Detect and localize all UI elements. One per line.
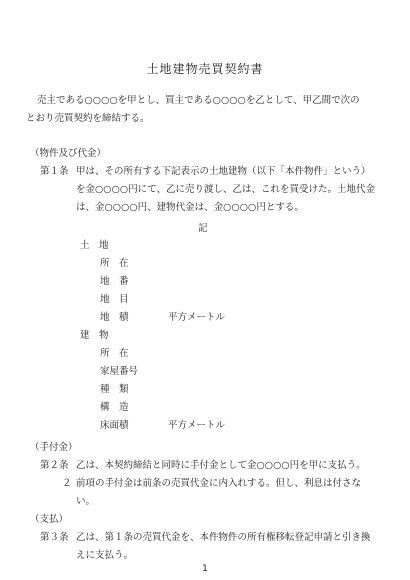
document-title: 土地建物売買契約書	[146, 62, 264, 76]
ki-marker: 記	[198, 223, 208, 234]
section-heading-property: （物件及び代金）	[30, 148, 107, 159]
land-area-label: 地 積	[100, 312, 129, 323]
article-3-line-1: 乙は、第１条の売買代金を、本件物件の所有権移転登記申請と引き換	[76, 532, 371, 543]
article-3-label: 第３条	[40, 532, 69, 543]
building-floor-area-unit: 平方メートル	[168, 420, 226, 431]
land-location-label: 所 在	[100, 258, 129, 269]
page-number: 1	[202, 564, 208, 574]
land-category-label: 地 目	[100, 294, 129, 305]
land-area-unit: 平方メートル	[168, 312, 226, 323]
preamble-line-2: とおり売買契約を締結する。	[26, 113, 150, 124]
building-location-label: 所 在	[100, 348, 129, 359]
article-1-line-2: を金○○○○円にて、乙に売り渡し、乙は、これを買受けた。土地代金	[76, 184, 375, 195]
article-1-line-1: 甲は、その所有する下記表示の土地建物（以下「本件物件」という）	[76, 166, 371, 177]
building-type-label: 種 類	[100, 384, 129, 395]
article-3-line-2: えに支払う。	[76, 550, 134, 561]
article-2-label: 第２条	[40, 460, 69, 471]
building-label: 建 物	[80, 330, 109, 341]
building-house-number-label: 家屋番号	[100, 366, 139, 377]
article-1-line-3: は、金○○○○円、建物代金は、金○○○○円とする。	[76, 202, 304, 213]
section-heading-payment: （支払）	[30, 514, 69, 525]
building-floor-area-label: 床面積	[100, 420, 129, 431]
preamble-line-1: 売主である○○○○を甲とし、買主である○○○○を乙として、甲乙間で次の	[37, 95, 360, 106]
section-heading-deposit: （手付金）	[30, 442, 78, 453]
article-2-line-3: い。	[76, 496, 96, 507]
article-2-line-1: 乙は、本契約締結と同時に手付金として金○○○○円を甲に支払う。	[76, 460, 366, 471]
article-1-label: 第１条	[40, 166, 69, 177]
land-lot-number-label: 地 番	[100, 276, 129, 287]
building-structure-label: 構 造	[100, 402, 129, 413]
article-2-line-2: 前項の手付金は前条の売買代金に内入れする。但し、利息は付さな	[76, 478, 362, 489]
article-2-paragraph-number: ２	[62, 478, 72, 489]
land-label: 土 地	[80, 240, 109, 251]
